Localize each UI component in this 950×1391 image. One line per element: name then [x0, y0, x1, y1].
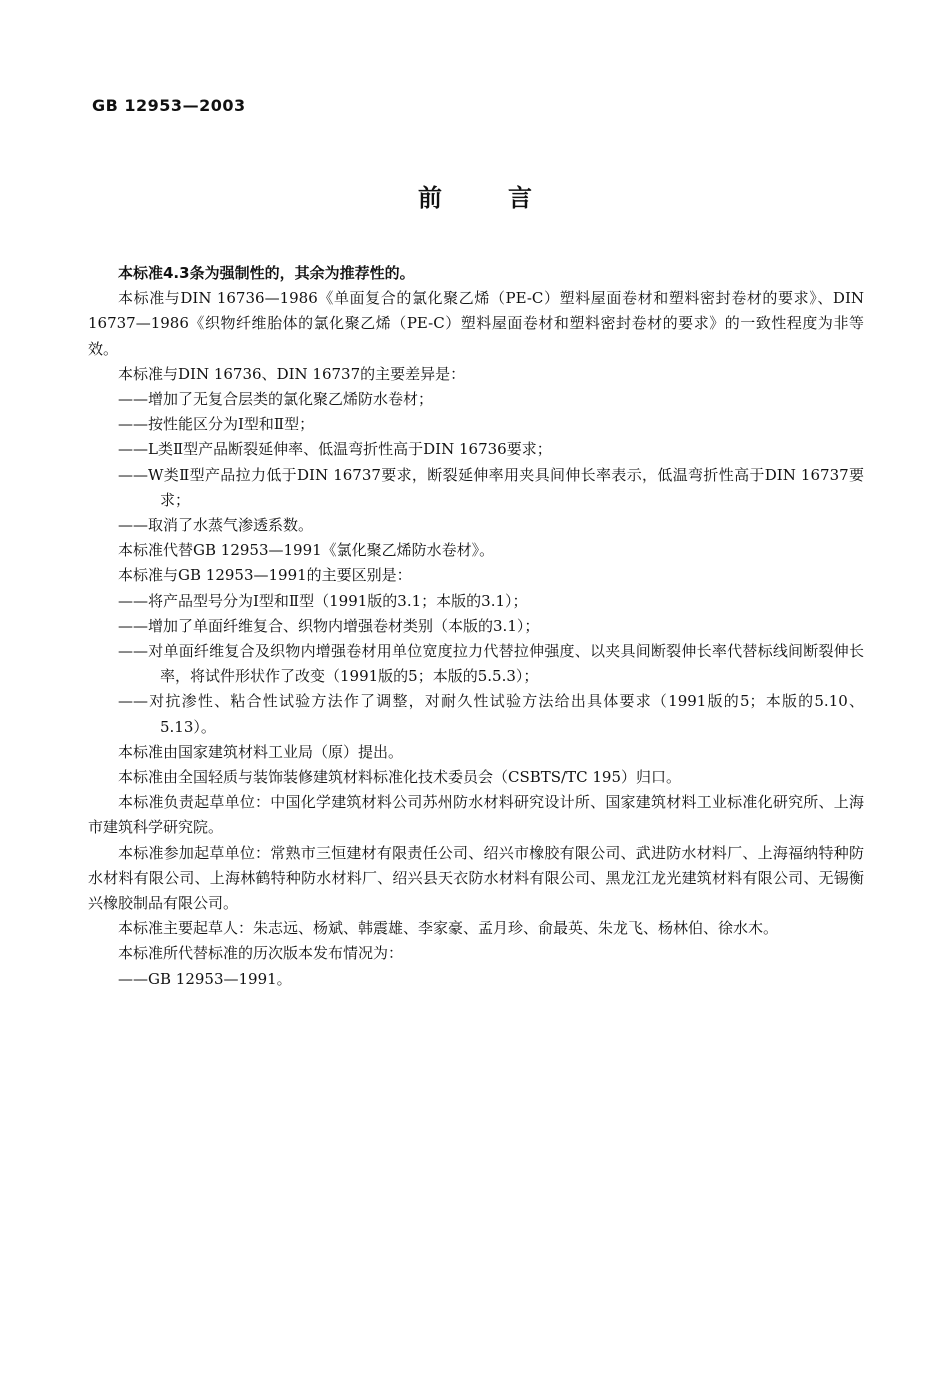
list-item: ——W类Ⅱ型产品拉力低于DIN 16737要求，断裂延伸率用夹具间伸长率表示，低温弯折性高于DIN 16737要求；: [118, 465, 864, 509]
list-item: ——按性能区分为Ⅰ型和Ⅱ型；: [118, 415, 315, 434]
paragraph: 本标准负责起草单位：中国化学建筑材料公司苏州防水材料研究设计所、国家建筑材料工业标准化研究所、上海市建筑科学研究院。: [88, 793, 864, 837]
paragraph: 本标准由国家建筑材料工业局（原）提出。: [118, 742, 404, 761]
paragraph: 本标准与DIN 16736—1986《单面复合的氯化聚乙烯（PE-C）塑料屋面卷材和塑料密封卷材的要求》、DIN 16737—1986《织物纤维胎体的氯化聚乙烯（PE-C）塑料屋面卷材和塑料密封卷材的要求》的一致性程度为非等效。: [88, 289, 864, 358]
paragraph: 本标准与GB 12953—1991的主要区别是：: [118, 566, 412, 585]
section-title-char: 言: [508, 184, 532, 212]
paragraph: 本标准参加起草单位：常熟市三恒建材有限责任公司、绍兴市橡胶有限公司、武进防水材料厂、上海福纳特种防水材料有限公司、上海林鹤特种防水材料厂、绍兴县天衣防水材料有限公司、黑龙江龙光建筑材料有限公司、无锡衡兴橡胶制品有限公司。: [88, 843, 864, 913]
list-item: ——对单面纤维复合及织物内增强卷材用单位宽度拉力代替拉伸强度、以夹具间断裂伸长率代替标线间断裂伸长率，将试件形状作了改变（1991版的5；本版的5.5.3）；: [118, 642, 864, 686]
list-item: ——对抗渗性、粘合性试验方法作了调整，对耐久性试验方法给出具体要求（1991版的5；本版的5.10、5.13）。: [118, 692, 864, 736]
paragraph: 本标准与DIN 16736、DIN 16737的主要差异是：: [118, 364, 466, 383]
list-item: ——L类Ⅱ型产品断裂延伸率、低温弯折性高于DIN 16736要求；: [118, 440, 552, 459]
paragraph: 本标准所代替标准的历次版本发布情况为：: [118, 944, 404, 963]
paragraph: 本标准由全国轻质与装饰装修建筑材料标准化技术委员会（CSBTS/TC 195）归口。: [118, 768, 681, 787]
list-item: ——将产品型号分为Ⅰ型和Ⅱ型（1991版的3.1；本版的3.1）；: [118, 591, 528, 610]
mandatory-clause-statement: 本标准4.3条为强制性的，其余为推荐性的。: [118, 264, 415, 282]
list-item: ——增加了单面纤维复合、织物内增强卷材类别（本版的3.1）；: [118, 616, 540, 635]
paragraph: 本标准代替GB 12953—1991《氯化聚乙烯防水卷材》。: [118, 541, 495, 560]
section-title: [0, 178, 950, 213]
document-number: GB 12953—2003: [92, 96, 246, 115]
section-title-char: 前: [418, 184, 442, 212]
list-item: ——取消了水蒸气渗透系数。: [118, 516, 314, 535]
foreword-body: [88, 261, 864, 992]
paragraph: 本标准主要起草人：朱志远、杨斌、韩震雄、李家豪、孟月珍、俞最英、朱龙飞、杨林伯、徐水木。: [118, 919, 779, 938]
list-item: ——GB 12953—1991。: [118, 969, 292, 988]
list-item: ——增加了无复合层类的氯化聚乙烯防水卷材；: [118, 390, 434, 409]
